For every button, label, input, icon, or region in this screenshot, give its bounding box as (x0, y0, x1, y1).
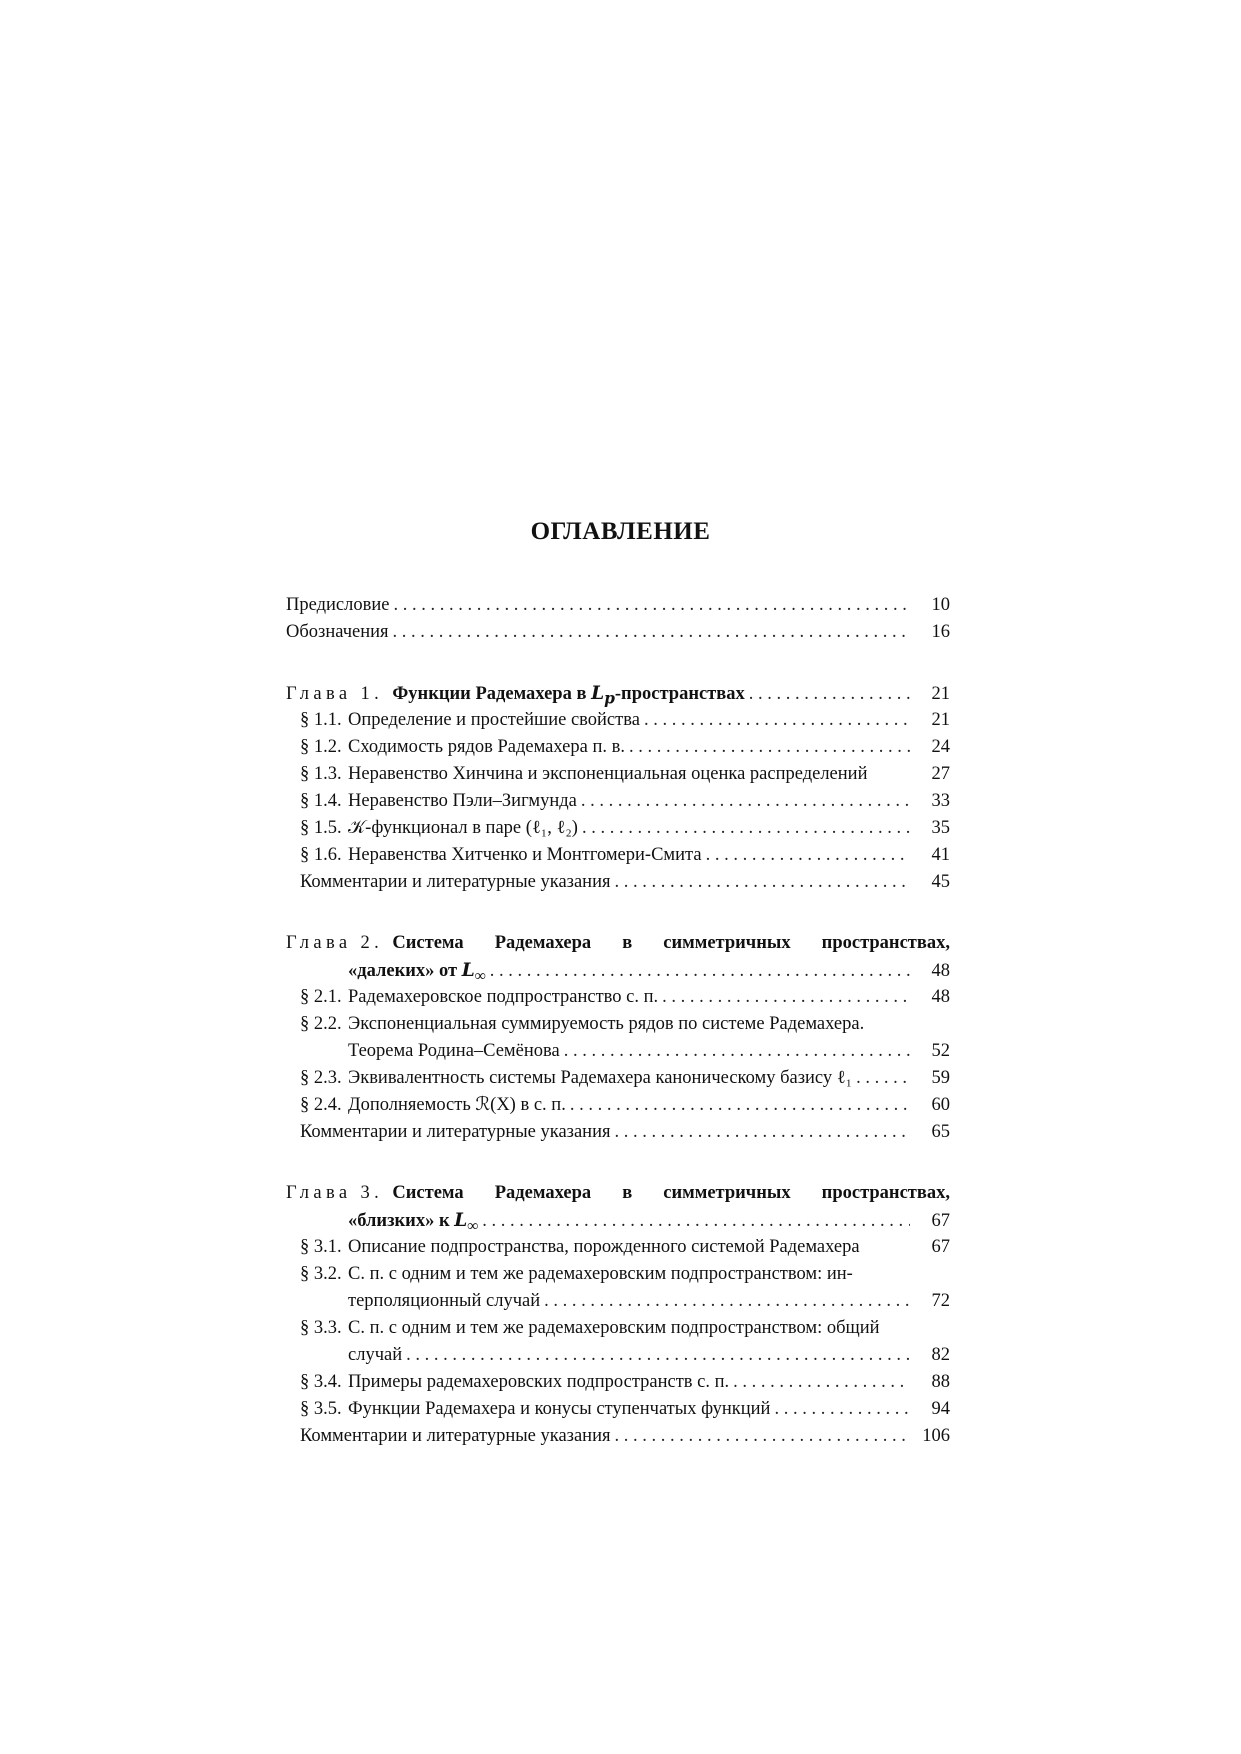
toc-entry-comments-3[interactable] (286, 1423, 950, 1450)
page-number: 27 (931, 764, 950, 784)
toc-entry-section-2-2[interactable] (286, 1011, 950, 1038)
leader-dots (749, 681, 910, 708)
page-number: 52 (931, 1041, 950, 1061)
toc-entry-section-3-2-continued[interactable] (286, 1288, 950, 1315)
chapter-title: Функции Радемахера в $L_p$-пространствах (392, 683, 745, 708)
chapter-label: Глава 3. (286, 1183, 384, 1203)
section-title: Описание подпространства, порожденного системой Радемахера (348, 1237, 860, 1257)
toc-entry-text: Комментарии и литературные указания (300, 1426, 611, 1446)
chapter-label: Глава 1. (286, 684, 384, 704)
page-number: 21 (931, 710, 950, 730)
leader-dots (629, 734, 910, 761)
leader-dots (564, 1038, 910, 1065)
toc-entry-comments-1[interactable] (286, 869, 950, 896)
page-number: 48 (931, 987, 950, 1007)
section-title: С. п. с одним и тем же радемахеровским подпространством: ин- (348, 1264, 853, 1284)
toc-entry-text (300, 984, 658, 1011)
leader-dots (614, 869, 910, 896)
page-number: 72 (931, 1291, 950, 1311)
section-title: Дополняемость ℛ(X) в с. п. (348, 1095, 566, 1115)
section-title: Эквивалентность системы Радемахера каноническому базису ℓ₁ (348, 1068, 853, 1088)
toc-entry-section-1-5[interactable] (286, 815, 950, 842)
toc-entry-text (300, 1065, 852, 1092)
section-title-continued: случай (348, 1345, 403, 1365)
leader-dots (490, 958, 910, 985)
section-title: Неравенство Пэли–Зигмунда (348, 791, 577, 811)
leader-dots (644, 707, 910, 734)
section-title-continued: Теорема Родина–Семёнова (348, 1041, 560, 1061)
page-number: 24 (931, 737, 950, 757)
section-number: § 3.5. (300, 1399, 342, 1419)
toc-entry-section-1-2[interactable] (286, 734, 950, 761)
toc-entry-section-3-1[interactable] (286, 1234, 950, 1261)
toc-entry-comments-2[interactable] (286, 1119, 950, 1146)
leader-dots (570, 1092, 910, 1119)
section-number: § 1.3. (300, 764, 342, 784)
section-number: § 2.2. (300, 1014, 342, 1034)
toc-entry-section-3-5[interactable] (286, 1396, 950, 1423)
leader-dots (662, 984, 910, 1011)
section-number: § 3.3. (300, 1318, 342, 1338)
chapter-2-heading-continued[interactable] (286, 957, 950, 984)
page-number: 60 (931, 1095, 950, 1115)
leader-dots (482, 1208, 910, 1235)
leader-dots (614, 1119, 910, 1146)
section-number: § 1.1. (300, 710, 342, 730)
toc-entry-preface[interactable] (286, 592, 950, 619)
toc-entry-text (300, 734, 625, 761)
section-title: Определение и простейшие свойства (348, 710, 640, 730)
page-number: 41 (931, 845, 950, 865)
toc-entry-text: Предисловие (286, 595, 390, 615)
page-number: 59 (931, 1068, 950, 1088)
page-number: 67 (931, 1211, 950, 1231)
page-number: 16 (931, 622, 950, 642)
toc-entry-section-1-4[interactable] (286, 788, 950, 815)
section-number: § 3.2. (300, 1264, 342, 1284)
page-number: 82 (931, 1345, 950, 1365)
chapter-3-heading-continued[interactable] (286, 1207, 950, 1234)
toc-entry-section-3-4[interactable] (286, 1369, 950, 1396)
leader-dots (393, 592, 910, 619)
chapter-title-continued: «близких» к $L_\infty$ (348, 1210, 479, 1235)
toc-entry-section-3-3[interactable] (286, 1315, 950, 1342)
section-number: § 3.4. (300, 1372, 342, 1392)
chapter-1-heading[interactable] (286, 680, 950, 707)
page-number: 48 (931, 961, 950, 981)
leader-dots (582, 815, 910, 842)
section-title: Функции Радемахера и конусы ступенчатых функций (348, 1399, 771, 1419)
toc-entry-text (300, 815, 578, 842)
leader-dots (544, 1288, 910, 1315)
section-title: Радемахеровское подпространство с. п. (348, 987, 659, 1007)
page-title: ОГЛАВЛЕНИЕ (530, 518, 711, 545)
toc-entry-section-2-1[interactable] (286, 984, 950, 1011)
chapter-label: Глава 2. (286, 933, 384, 953)
page-number: 65 (931, 1122, 950, 1142)
section-title: Сходимость рядов Радемахера п. в. (348, 737, 625, 757)
page-number: 35 (931, 818, 950, 838)
leader-dots (706, 842, 910, 869)
toc-entry-text (300, 1369, 729, 1396)
toc-entry-section-1-1[interactable] (286, 707, 950, 734)
page-number: 106 (922, 1426, 950, 1446)
chapter-title-continued: «далеких» от $L_\infty$ (348, 960, 486, 985)
chapter-3-heading[interactable] (286, 1180, 950, 1207)
section-number: § 2.1. (300, 987, 342, 1007)
section-number: § 2.4. (300, 1095, 342, 1115)
toc-entry-section-3-3-continued[interactable] (286, 1342, 950, 1369)
table-of-contents (286, 592, 950, 1450)
toc-entry-section-1-6[interactable] (286, 842, 950, 869)
chapter-title: Система Радемахера в симметричных пространствах, (392, 933, 950, 953)
page-number: 94 (931, 1399, 950, 1419)
toc-entry-text (300, 1092, 566, 1119)
chapter-title: Система Радемахера в симметричных пространствах, (392, 1183, 950, 1203)
section-title-continued: терполяционный случай (348, 1291, 541, 1311)
section-title: 𝒦-функционал в паре (ℓ₁, ℓ₂) (348, 818, 578, 838)
page-number: 45 (931, 872, 950, 892)
leader-dots (614, 1423, 910, 1450)
toc-entry-section-2-3[interactable] (286, 1065, 950, 1092)
leader-dots (774, 1396, 910, 1423)
section-title: Неравенства Хитченко и Монтгомери-Смита (348, 845, 702, 865)
section-number: § 1.5. (300, 818, 342, 838)
toc-entry-section-3-2[interactable] (286, 1261, 950, 1288)
toc-entry-section-2-2-continued[interactable] (286, 1038, 950, 1065)
toc-entry-text (300, 1234, 860, 1261)
section-number: § 1.2. (300, 737, 342, 757)
section-title: С. п. с одним и тем же радемахеровским подпространством: общий (348, 1318, 880, 1338)
section-number: § 1.4. (300, 791, 342, 811)
toc-entry-text (300, 707, 640, 734)
toc-entry-section-1-3[interactable] (286, 761, 950, 788)
leader-dots (733, 1369, 910, 1396)
toc-entry-notation[interactable] (286, 619, 950, 646)
section-title: Примеры радемахеровских подпространств с. п. (348, 1372, 730, 1392)
page-number: 33 (931, 791, 950, 811)
toc-entry-text (300, 1396, 770, 1423)
leader-dots (856, 1065, 910, 1092)
toc-entry-text (300, 842, 702, 869)
section-number: § 2.3. (300, 1068, 342, 1088)
leader-dots (393, 619, 910, 646)
page-number: 10 (931, 595, 950, 615)
page-number: 67 (931, 1237, 950, 1257)
page-number: 21 (931, 684, 950, 704)
toc-entry-text: Комментарии и литературные указания (300, 1122, 611, 1142)
section-number: § 1.6. (300, 845, 342, 865)
section-title: Неравенство Хинчина и экспоненциальная оценка распределений (348, 764, 868, 784)
toc-entry-text (300, 761, 867, 788)
toc-entry-section-2-4[interactable] (286, 1092, 950, 1119)
section-title: Экспоненциальная суммируемость рядов по системе Радемахера. (348, 1014, 865, 1034)
toc-entry-text: Обозначения (286, 622, 389, 642)
leader-dots (406, 1342, 910, 1369)
toc-entry-text (300, 788, 577, 815)
chapter-2-heading[interactable] (286, 930, 950, 957)
page-number: 88 (931, 1372, 950, 1392)
section-number: § 3.1. (300, 1237, 342, 1257)
leader-dots (581, 788, 910, 815)
toc-entry-text: Комментарии и литературные указания (300, 872, 611, 892)
